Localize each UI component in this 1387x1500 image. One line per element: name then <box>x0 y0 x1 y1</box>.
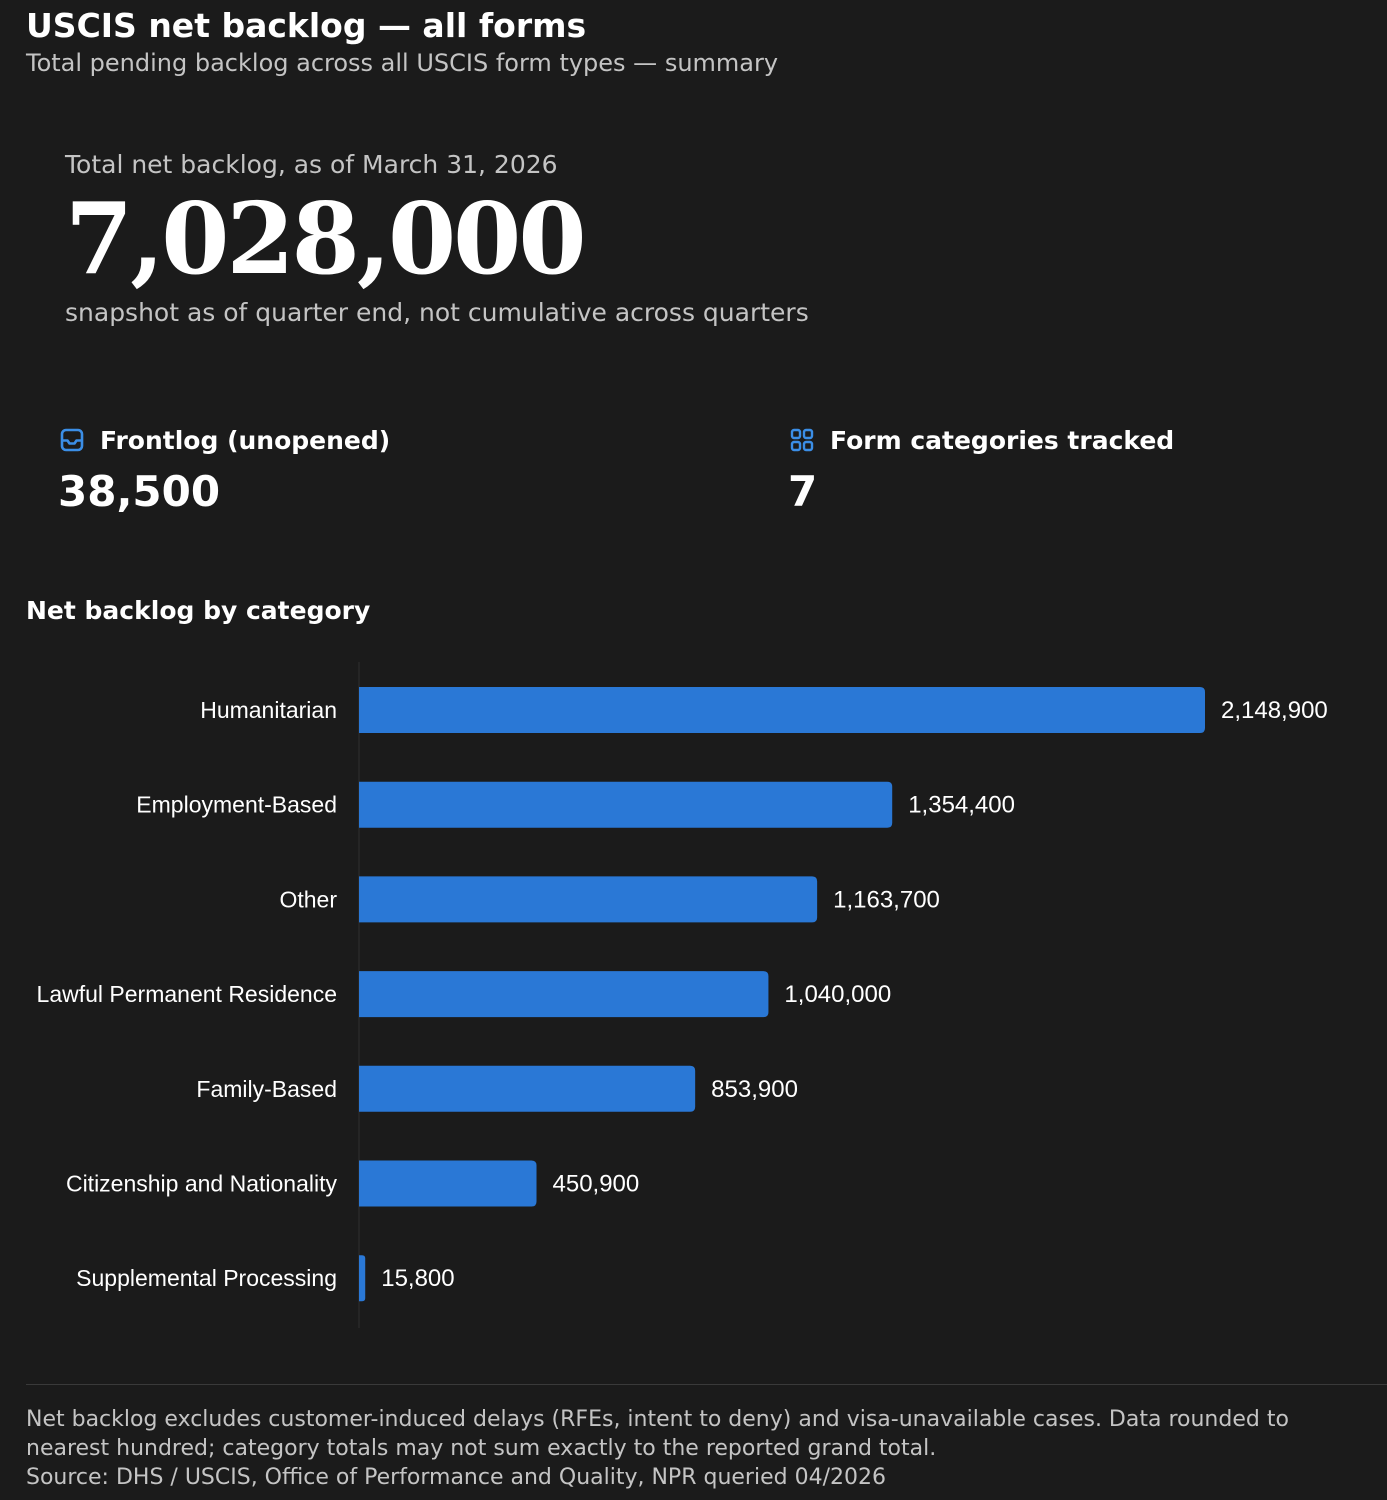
footer <box>26 1405 1371 1492</box>
bar <box>359 1066 695 1112</box>
bar <box>359 971 768 1017</box>
value-label: 853,900 <box>711 1075 798 1103</box>
bar-chart <box>0 660 1387 1340</box>
category-label: Humanitarian <box>200 697 337 723</box>
value-label: 1,040,000 <box>784 981 892 1009</box>
stat-value: 7 <box>788 467 818 516</box>
footer-note: Net backlog excludes customer-induced delays (RFEs, intent to deny) and visa-unavailable cases. Data rounded to nearest hundred; category totals may not sum exactly to the reported grand total. <box>26 1407 1289 1461</box>
bar <box>359 876 817 922</box>
bar <box>359 1161 537 1207</box>
category-label: Lawful Permanent Residence <box>36 981 337 1008</box>
footer-divider <box>26 1384 1387 1385</box>
hero-value: 7,028,000 <box>65 182 584 297</box>
stat-label: Form categories tracked <box>830 425 1175 455</box>
category-label: Employment-Based <box>136 791 337 818</box>
value-label: 1,354,400 <box>908 791 1015 819</box>
stat-categories <box>788 422 1174 520</box>
stat-frontlog <box>58 422 390 520</box>
stat-value: 38,500 <box>58 467 221 516</box>
bar <box>359 782 892 828</box>
page-subtitle: Total pending backlog across all USCIS form types — summary <box>26 49 779 77</box>
value-label: 450,900 <box>552 1170 640 1198</box>
footer-source: Source: DHS / USCIS, Office of Performance and Quality, NPR queried 04/2026 <box>26 1465 886 1490</box>
bar <box>359 1255 365 1301</box>
inbox-icon <box>58 426 86 454</box>
hero-label: Total net backlog, as of March 31, 2026 <box>65 150 558 179</box>
hero-stat <box>65 148 809 330</box>
category-label: Supplemental Processing <box>76 1265 337 1292</box>
page-title: USCIS net backlog — all forms <box>26 6 587 45</box>
chart-title: Net backlog by category <box>26 596 371 625</box>
category-label: Citizenship and Nationality <box>65 1170 337 1197</box>
grid-icon <box>788 426 816 454</box>
value-label: 1,163,700 <box>833 886 940 914</box>
bar <box>359 687 1205 733</box>
stat-label: Frontlog (unopened) <box>100 425 391 455</box>
category-label: Family-Based <box>196 1075 337 1102</box>
category-label: Other <box>279 886 337 913</box>
value-label: 15,800 <box>381 1265 455 1293</box>
hero-note: snapshot as of quarter end, not cumulative across quarters <box>65 298 809 327</box>
header <box>26 4 778 78</box>
value-label: 2,148,900 <box>1221 697 1328 724</box>
